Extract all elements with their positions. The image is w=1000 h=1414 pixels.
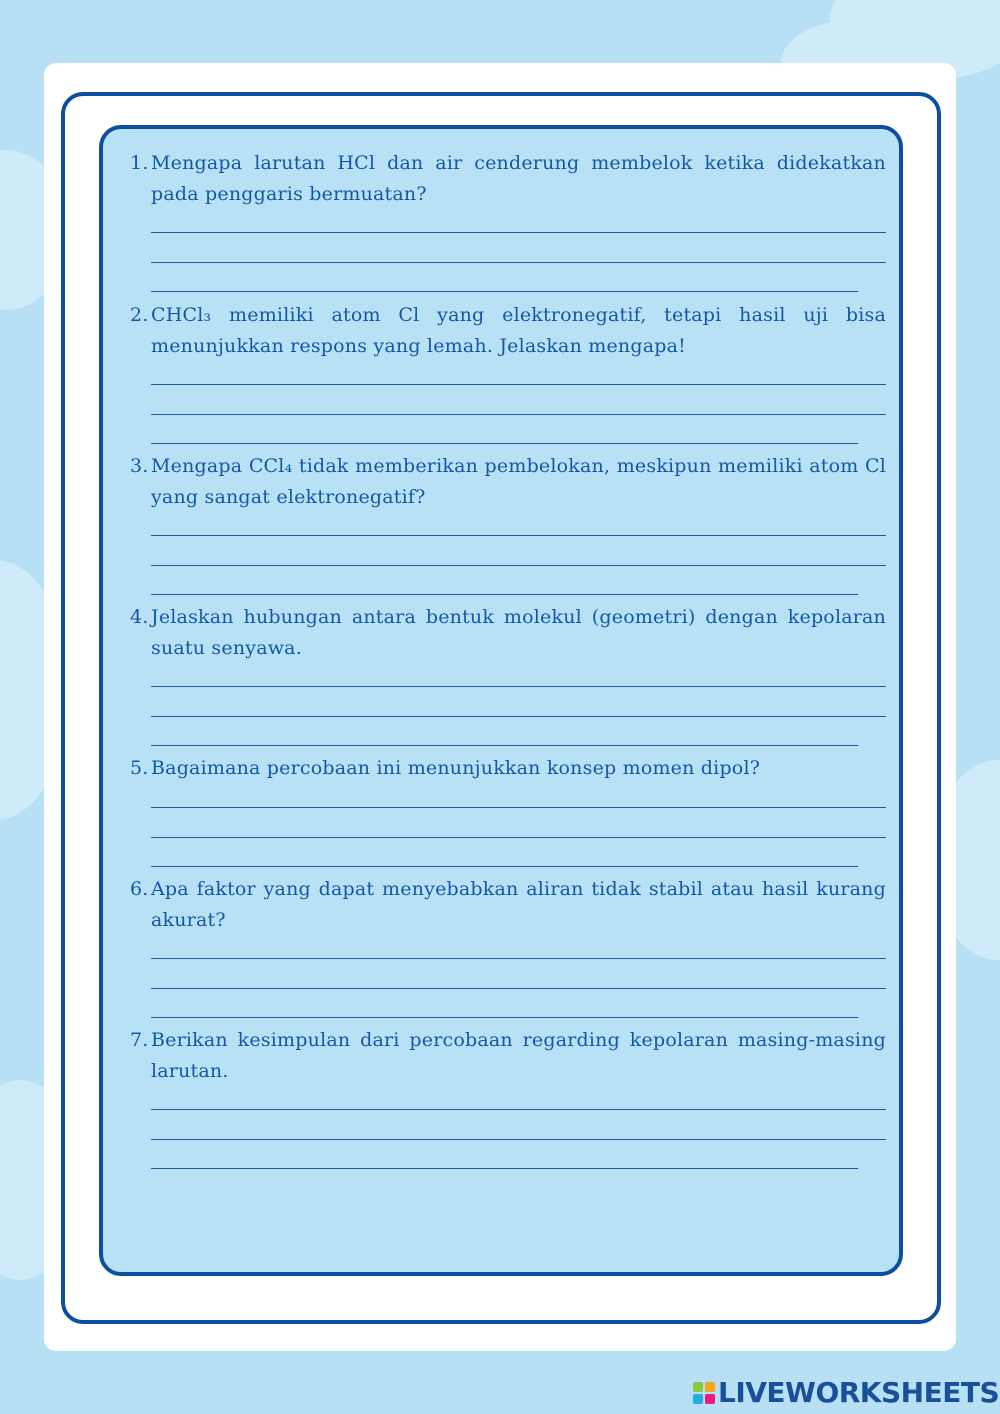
answer-line[interactable] <box>151 1168 858 1169</box>
question-text: Mengapa CCl₄ tidak memberikan pembelokan, meskipun memiliki atom Cl yang sangat elektronegatif? <box>151 455 886 508</box>
answer-line[interactable] <box>151 1017 858 1018</box>
answer-line[interactable] <box>151 958 886 959</box>
question-item <box>130 300 886 362</box>
question-number: 3. <box>130 455 149 477</box>
answer-line[interactable] <box>151 262 886 263</box>
answer-line[interactable] <box>151 837 886 838</box>
answer-line[interactable] <box>151 1109 886 1110</box>
answer-line[interactable] <box>151 384 886 385</box>
answer-line[interactable] <box>151 1139 886 1140</box>
question-text: Jelaskan hubungan antara bentuk molekul (geometri) dengan kepolaran suatu senyawa. <box>151 606 886 659</box>
question-panel <box>99 125 903 1276</box>
question-text: Berikan kesimpulan dari percobaan regarding kepolaran masing-masing larutan. <box>151 1029 886 1082</box>
logo-square <box>693 1394 703 1404</box>
answer-line[interactable] <box>151 745 858 746</box>
question-item <box>130 602 886 664</box>
logo-square <box>693 1382 703 1392</box>
answer-line[interactable] <box>151 535 886 536</box>
answer-line[interactable] <box>151 594 858 595</box>
answer-line[interactable] <box>151 232 886 233</box>
answer-line[interactable] <box>151 686 886 687</box>
answer-line[interactable] <box>151 414 886 415</box>
question-item <box>130 148 886 210</box>
question-number: 2. <box>130 304 149 326</box>
question-item <box>130 874 886 936</box>
question-item <box>130 753 886 784</box>
answer-line[interactable] <box>151 866 858 867</box>
liveworksheets-logo[interactable] <box>693 1376 999 1409</box>
question-text: Bagaimana percobaan ini menunjukkan konsep momen dipol? <box>151 757 761 779</box>
answer-line[interactable] <box>151 565 886 566</box>
question-number: 7. <box>130 1029 149 1051</box>
logo-text: LIVEWORKSHEETS <box>718 1376 1000 1409</box>
answer-line[interactable] <box>151 291 858 292</box>
question-item <box>130 1025 886 1087</box>
question-number: 4. <box>130 606 149 628</box>
answer-line[interactable] <box>151 807 886 808</box>
logo-square <box>705 1382 715 1392</box>
question-item <box>130 451 886 513</box>
answer-line[interactable] <box>151 716 886 717</box>
question-text: CHCl₃ memiliki atom Cl yang elektronegatif, tetapi hasil uji bisa menunjukkan respons yang lemah. Jelaskan mengapa! <box>151 304 886 357</box>
answer-line[interactable] <box>151 443 858 444</box>
question-text: Mengapa larutan HCl dan air cenderung membelok ketika didekatkan pada penggaris bermuatan? <box>151 152 886 205</box>
logo-square <box>705 1394 715 1404</box>
question-text: Apa faktor yang dapat menyebabkan aliran tidak stabil atau hasil kurang akurat? <box>151 878 886 931</box>
logo-mark-icon <box>693 1382 715 1404</box>
question-number: 6. <box>130 878 149 900</box>
answer-line[interactable] <box>151 988 886 989</box>
question-number: 5. <box>130 757 149 779</box>
question-number: 1. <box>130 152 149 174</box>
